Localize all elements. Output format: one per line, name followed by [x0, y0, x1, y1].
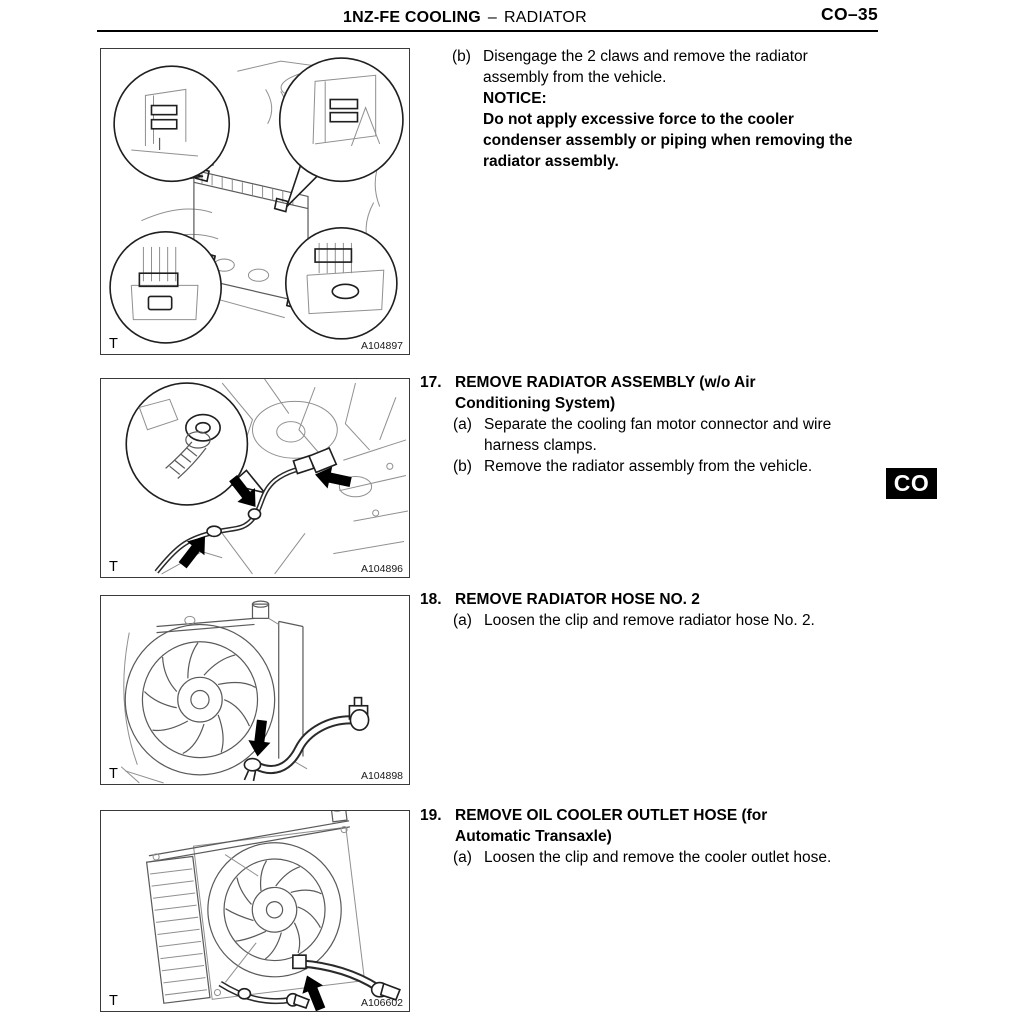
header-separator: – [487, 9, 498, 26]
callout-circle-bottom-right [286, 228, 397, 339]
substep-label: (b) [453, 458, 472, 475]
substep-text: Disengage the 2 claws and remove the radiator assembly from the vehicle. [483, 48, 808, 86]
step-b-block [452, 46, 862, 172]
figure2-illustration [101, 379, 409, 577]
step-title: REMOVE RADIATOR HOSE NO. 2 [455, 591, 700, 608]
callout-circle-top-right [280, 58, 403, 181]
callout-circle-top-left [114, 66, 229, 181]
radiator-fan-assembly-sketch [143, 811, 369, 1005]
page-header-title [343, 9, 587, 27]
figure2-corner-mark: T [109, 558, 118, 575]
substep-label: (a) [453, 849, 472, 866]
figure1-corner-mark: T [109, 335, 118, 352]
substep-text: Remove the radiator assembly from the vehicle. [484, 458, 813, 475]
co-section-tab: CO [886, 468, 937, 499]
step-number: 19. [420, 807, 442, 824]
step-17-block [420, 372, 920, 477]
figure3-illustration [101, 596, 409, 784]
figure3-corner-mark: T [109, 765, 118, 782]
figure1-id: A104897 [360, 339, 403, 352]
substep-label: (b) [452, 48, 471, 65]
callout-circle-bottom-left [110, 232, 221, 343]
step-number: 17. [420, 374, 442, 391]
substep-text: Loosen the clip and remove radiator hose No. 2. [484, 612, 815, 629]
figure-panel-fan-connector [100, 378, 410, 578]
figure4-illustration [101, 811, 409, 1011]
figure4-corner-mark: T [109, 992, 118, 1009]
substep-text: Loosen the clip and remove the cooler outlet hose. [484, 849, 832, 866]
figure-panel-radiator-claws [100, 48, 410, 355]
notice-text: Do not apply excessive force to the cooler condenser assembly or piping when removing the radiator assembly. [483, 111, 853, 170]
callout-circle-grommet [126, 383, 247, 505]
header-section-title: 1NZ-FE COOLING [343, 9, 481, 26]
page-number: CO–35 [821, 4, 878, 24]
header-subsection: RADIATOR [504, 9, 587, 26]
figure4-id: A106602 [360, 996, 403, 1009]
substep-label: (a) [453, 612, 472, 629]
step-19-block [420, 805, 920, 868]
step-number: 18. [420, 591, 442, 608]
figure3-id: A104898 [360, 769, 403, 782]
arrow-hose-clip [246, 719, 272, 758]
figure-panel-oil-cooler-hose [100, 810, 410, 1012]
notice-heading: NOTICE: [483, 90, 547, 107]
substep-label: (a) [453, 416, 472, 433]
substep-text: Separate the cooling fan motor connector and wire harness clamps. [484, 416, 832, 454]
figure2-id: A104896 [360, 562, 403, 575]
header-rule [97, 30, 878, 32]
step-title: REMOVE RADIATOR ASSEMBLY (w/o Air Conditioning System) [455, 374, 756, 412]
figure-panel-radiator-hose2 [100, 595, 410, 785]
step-18-block [420, 589, 920, 631]
fan-blades [220, 854, 328, 963]
step-title: REMOVE OIL COOLER OUTLET HOSE (for Automatic Transaxle) [455, 807, 768, 845]
figure1-illustration [101, 49, 409, 354]
fan-blades [144, 643, 255, 754]
